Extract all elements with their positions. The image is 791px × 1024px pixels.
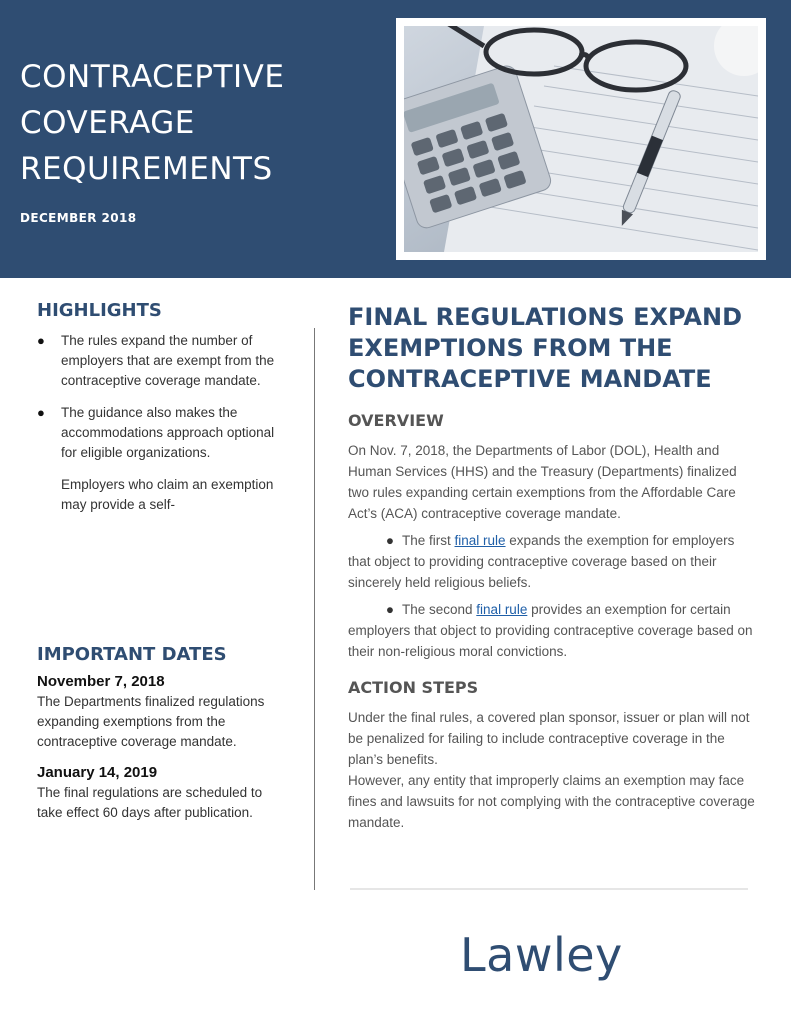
highlight-continuation: Employers who claim an exemption may provide a self- bbox=[61, 477, 274, 512]
publication-date: DECEMBER 2018 bbox=[20, 211, 137, 225]
action-steps-paragraph: However, any entity that improperly claims an exemption may face fines and lawsuits for not complying with the contraceptive coverage mandate. bbox=[348, 773, 755, 830]
item-prefix: The first bbox=[402, 533, 455, 548]
highlight-text: The guidance also makes the accommodations approach optional for eligible organizations. bbox=[61, 405, 275, 460]
list-item bbox=[348, 599, 756, 662]
bullet-icon: ● bbox=[37, 333, 45, 348]
overview-paragraph: On Nov. 7, 2018, the Departments of Labor (DOL), Health and Human Services (HHS) and the Treasury (Departments) finalized two rules expanding certain exemptions from the Affordable Care Act’s (ACA) contraceptive coverage mandate. bbox=[348, 443, 737, 521]
header-banner bbox=[0, 0, 791, 278]
final-rule-link[interactable]: final rule bbox=[454, 533, 506, 548]
title-line-3: REQUIREMENTS bbox=[20, 151, 273, 187]
item-suffix: provides an exemption for certain employers that object to providing contraceptive coverage based on their non-religious moral convictions. bbox=[348, 602, 753, 659]
list-item bbox=[37, 331, 287, 391]
article-title: FINAL REGULATIONS EXPAND EXEMPTIONS FROM THE CONTRACEPTIVE MANDATE bbox=[348, 303, 742, 393]
important-dates-section bbox=[37, 644, 287, 835]
date-description: The Departments finalized regulations expanding exemptions from the contraceptive coverage mandate. bbox=[37, 694, 265, 749]
highlight-text: The rules expand the number of employers that are exempt from the contraceptive coverage mandate. bbox=[61, 333, 275, 388]
main-article bbox=[348, 302, 756, 833]
date-heading: January 14, 2019 bbox=[37, 764, 158, 781]
item-suffix: expands the exemption for employers that object to providing contraceptive coverage based on their sincerely held religious beliefs. bbox=[348, 533, 735, 590]
date-heading: November 7, 2018 bbox=[37, 673, 165, 690]
final-rule-link[interactable]: final rule bbox=[476, 602, 528, 617]
list-item bbox=[37, 403, 287, 463]
bullet-icon: ● bbox=[37, 405, 45, 420]
title-line-2: COVERAGE bbox=[20, 105, 195, 141]
document-title bbox=[20, 54, 284, 192]
title-line-1: CONTRACEPTIVE bbox=[20, 59, 285, 95]
calculator-glasses-pen-photo bbox=[404, 26, 758, 252]
highlights-list bbox=[37, 331, 287, 463]
item-prefix: The second bbox=[402, 602, 477, 617]
column-divider bbox=[314, 328, 315, 890]
bullet-icon: ● bbox=[385, 602, 394, 617]
lawley-logo: Lawley bbox=[460, 928, 623, 982]
list-item bbox=[348, 530, 756, 593]
action-steps-heading: ACTION STEPS bbox=[348, 678, 479, 697]
header-photo-frame bbox=[396, 18, 766, 260]
highlights-heading: HIGHLIGHTS bbox=[37, 300, 162, 321]
overview-heading: OVERVIEW bbox=[348, 411, 444, 430]
highlights-section bbox=[37, 300, 287, 515]
bullet-icon: ● bbox=[385, 533, 394, 548]
date-description: The final regulations are scheduled to take effect 60 days after publication. bbox=[37, 785, 263, 820]
action-steps-paragraph: Under the final rules, a covered plan sponsor, issuer or plan will not be penalized for failing to include contraceptive coverage in the plan’s benefits. bbox=[348, 710, 750, 767]
important-dates-heading: IMPORTANT DATES bbox=[37, 644, 227, 665]
footer-divider bbox=[350, 888, 748, 890]
